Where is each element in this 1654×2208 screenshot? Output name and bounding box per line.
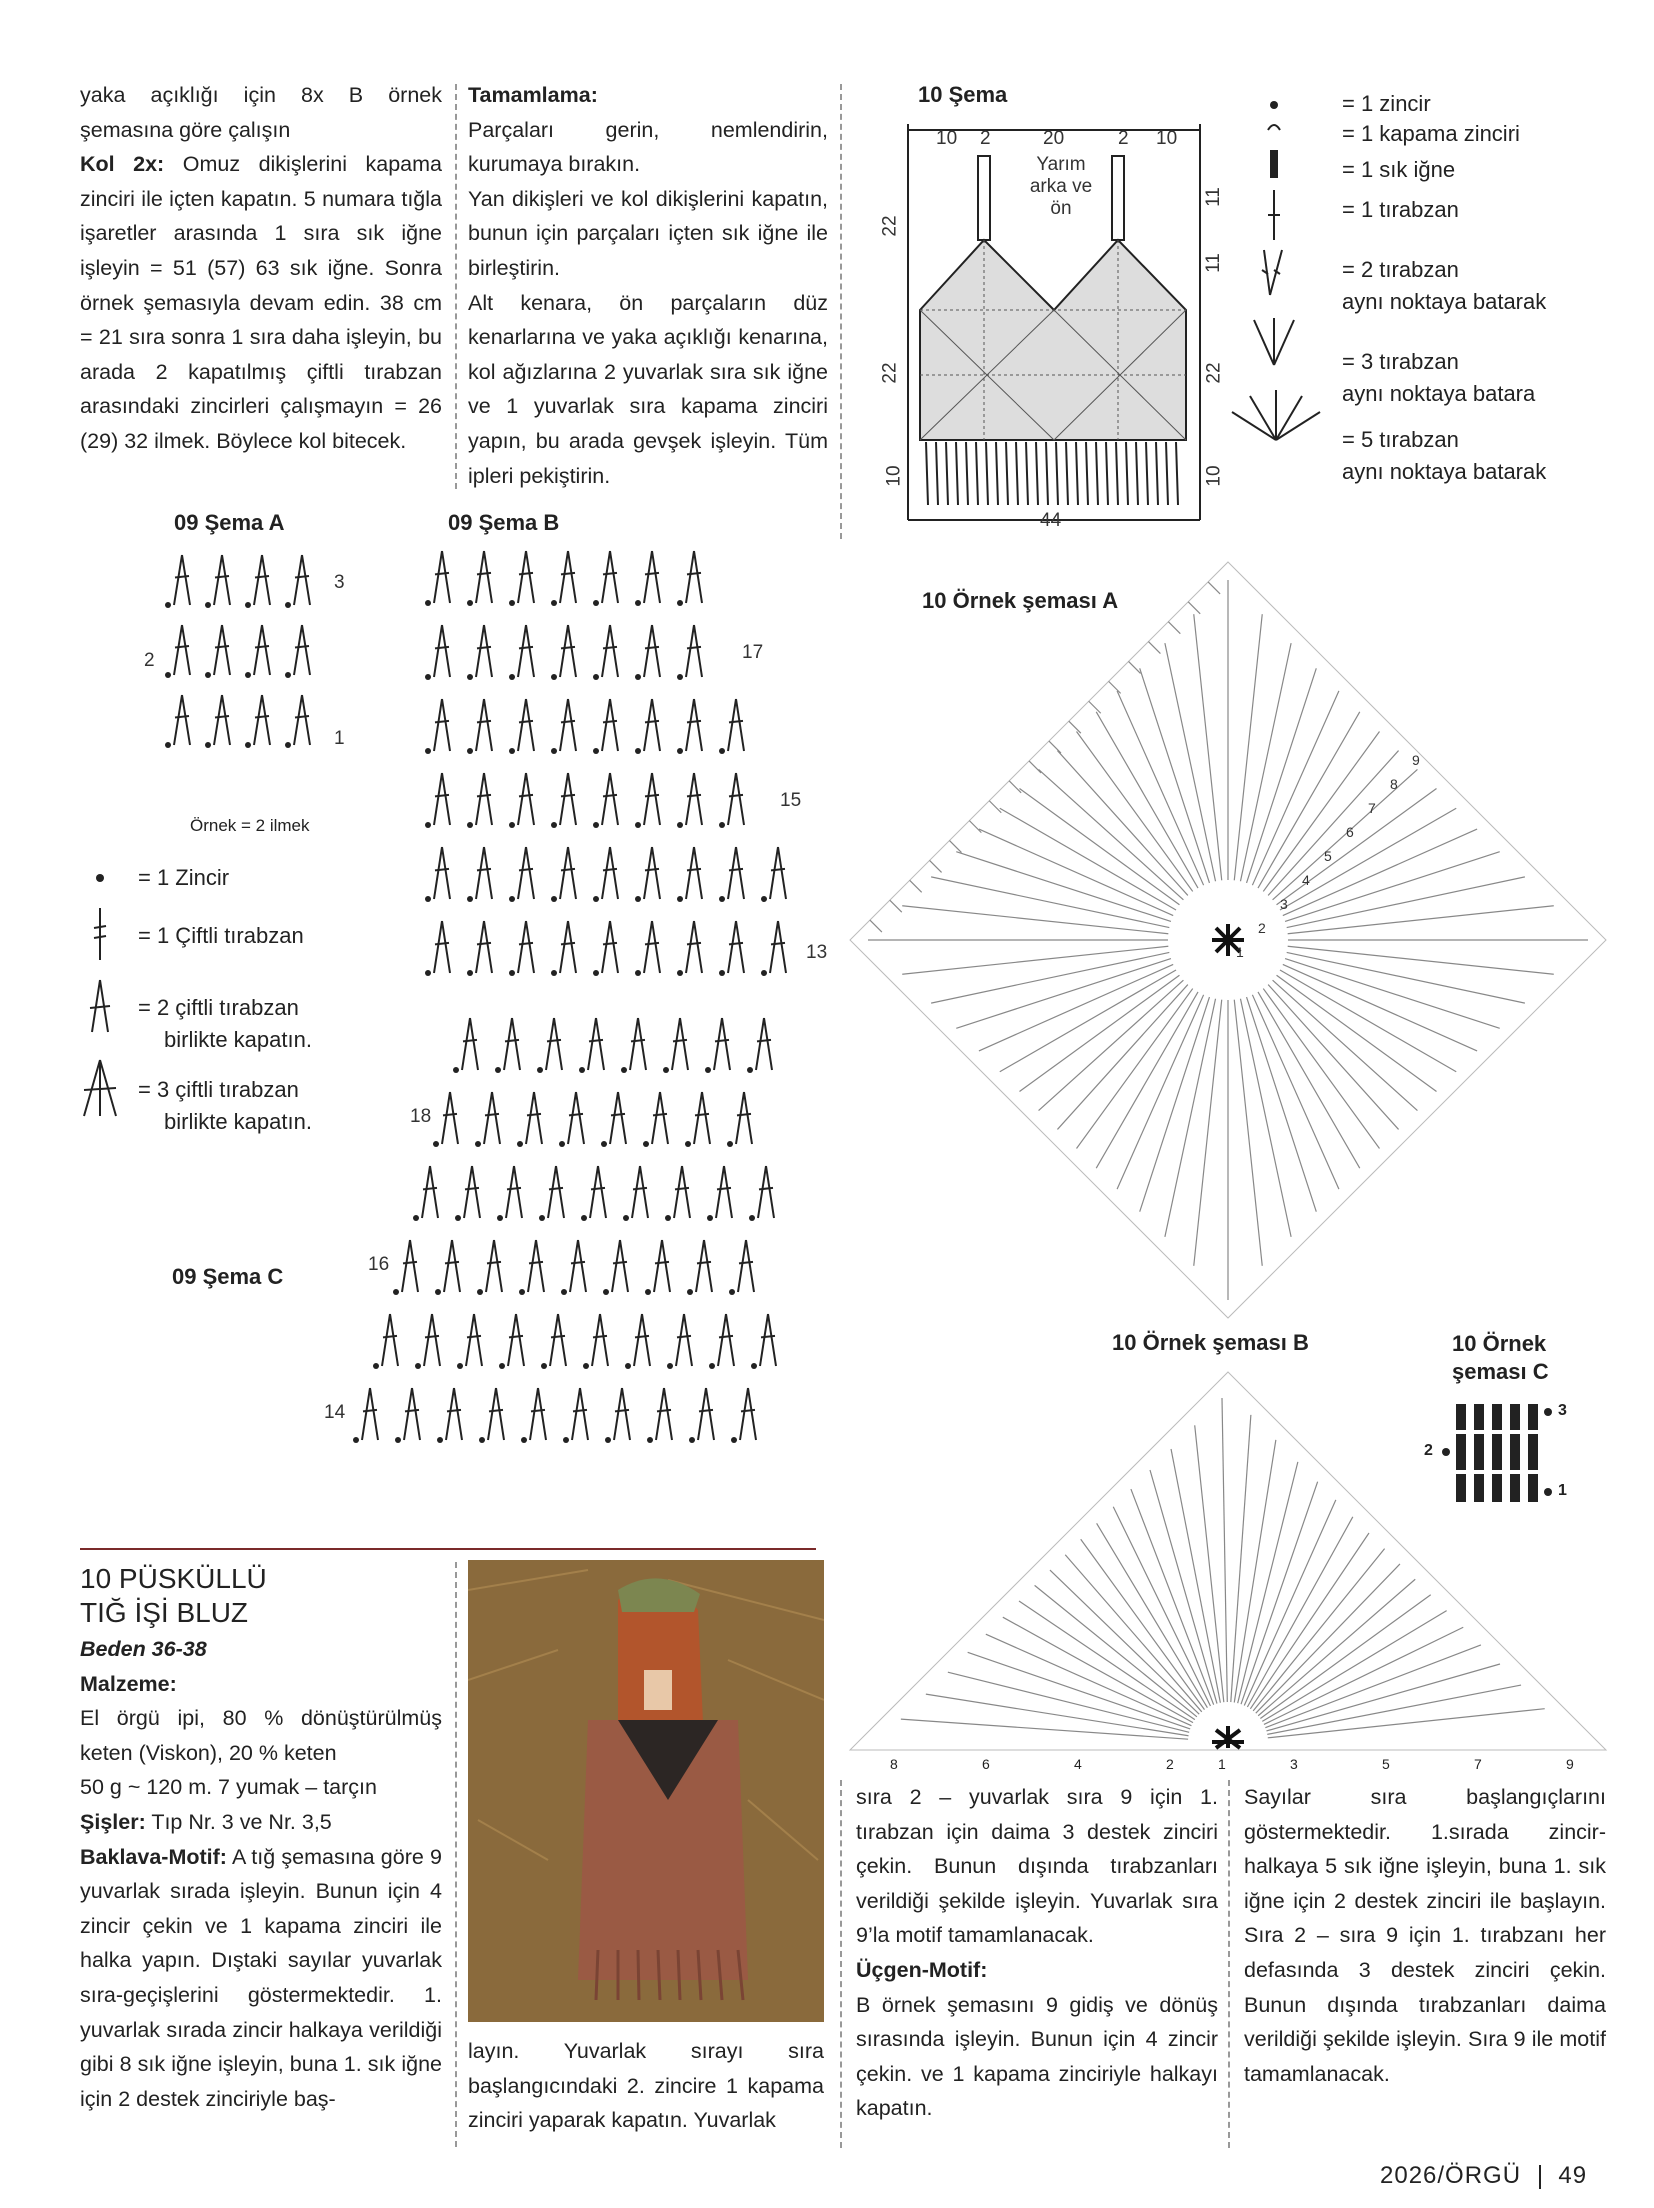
footer xyxy=(1380,2162,1587,2190)
pattern-title-line1: 10 PÜSKÜLLÜ xyxy=(80,1563,267,1594)
legend10-item-2: = 1 kapama zinciri xyxy=(1342,121,1520,146)
col2-paragraph-3: Alt kenara, ön parçaların düz kenarlarına ve yaka açıklığı kenarına, kol ağızlarına 2 yuvarlak sıra sık iğne ve 1 yuvarlak sıra kapama zinciri yapın, bu arada gevşek işleyin. Tüm ipleri pekiştirin. xyxy=(468,290,828,488)
legend10-item-1: = 1 zincir xyxy=(1342,91,1431,116)
schema10-left-measure-3: 10 xyxy=(883,465,905,487)
schema10-title: 10 Şema xyxy=(918,82,1008,107)
ornek-a-round-9: 9 xyxy=(1412,752,1420,768)
double-treble-icon xyxy=(94,908,106,960)
col2-paragraph-1: Parçaları gerin, nemlendirin, kurumaya bırakın. xyxy=(468,117,828,177)
ornek-c-row-2: 2 xyxy=(1424,1442,1433,1459)
col2-top-text xyxy=(468,78,828,493)
legend09-item-4-line2: birlikte kapatın. xyxy=(164,1109,312,1134)
schema10-left-measure-1: 22 xyxy=(879,215,901,237)
pattern-size: Beden 36-38 xyxy=(80,1637,207,1661)
schema09a-note: Örnek = 2 ilmek xyxy=(190,816,310,835)
schema09b-row-13: 13 xyxy=(806,942,828,963)
legend09-item-4-line1: = 3 çiftli tırabzan xyxy=(138,1077,299,1102)
ornek-a-round-1: 1 xyxy=(1236,944,1244,960)
col3-paragraph-2: B örnek şemasını 9 gidiş ve dönüş sırasında işleyin. Bunun için 4 zincir çekin. ve 1 kapama zinciriyle halkayı kapatın. xyxy=(856,1992,1218,2121)
schema09b-row-15: 15 xyxy=(780,790,802,811)
ornek-a-round-5: 5 xyxy=(1324,848,1332,864)
ornek-a-round-2: 2 xyxy=(1258,920,1266,936)
legend10-item-4: = 1 tırabzan xyxy=(1342,197,1459,222)
schema09c-row-16: 16 xyxy=(368,1254,390,1275)
schema09b-title: 09 Şema B xyxy=(448,510,560,535)
hooks-text: Tıp Nr. 3 ve Nr. 3,5 xyxy=(145,1809,332,1834)
kol-label: Kol 2x: xyxy=(80,152,165,177)
ornek-a-round-3: 3 xyxy=(1280,896,1288,912)
tamamlama-heading: Tamamlama: xyxy=(468,83,598,107)
schema10-right-measure-4: 10 xyxy=(1203,465,1225,487)
ornek-b-row-9: 9 xyxy=(1566,1756,1574,1772)
photo-col-text: layın. Yuvarlak sırayı sıra başlangıcındaki 2. zincire 1 kapama zinciri yaparak kapatın. Yuvarlak xyxy=(468,2039,824,2133)
ornek-c-title: 10 Örnek şeması C xyxy=(1452,1331,1549,1384)
schema09c-row-14: 14 xyxy=(324,1402,346,1423)
schema09a-diagram xyxy=(160,545,340,815)
schema10-top-measure-1: 10 xyxy=(936,128,958,149)
legend10-item-6 xyxy=(1342,346,1535,410)
schema10-top-measure-2: 2 xyxy=(980,128,991,149)
ornek-a-round-8: 8 xyxy=(1390,776,1398,792)
schema10-top-measure-4: 2 xyxy=(1118,128,1129,149)
legend09-item-2: = 1 Çiftli tırabzan xyxy=(138,923,304,948)
ornek-b-row-6: 6 xyxy=(982,1756,990,1772)
legend10-item-5-line2: aynı noktaya batarak xyxy=(1342,289,1547,314)
ornek-b-row-4: 4 xyxy=(1074,1756,1082,1772)
chain-dot-icon xyxy=(1270,101,1278,109)
schema09a-title: 09 Şema A xyxy=(174,510,285,535)
schema09a-row-1: 1 xyxy=(334,728,345,749)
schema10-top-measure-5: 10 xyxy=(1156,128,1178,149)
ornek-b-row-2: 2 xyxy=(1166,1756,1174,1772)
ornek-b-row-8: 8 xyxy=(890,1756,898,1772)
pattern-title-line2: TIĞ İŞİ BLUZ xyxy=(80,1597,249,1628)
legend09-item-3-line2: birlikte kapatın. xyxy=(164,1027,312,1052)
schema10-bottom-measure: 44 xyxy=(1040,510,1062,531)
ornek-b-title: 10 Örnek şeması B xyxy=(1112,1330,1309,1355)
ornek-b-row-3: 3 xyxy=(1290,1756,1298,1772)
col1-paragraph-1: yaka açıklığı için 8x B örnek şemasına göre çalışın xyxy=(80,83,442,142)
ornek-b-center xyxy=(1212,1726,1244,1748)
ornek-a-diagram xyxy=(848,560,1608,1320)
ornek-b-row-7: 7 xyxy=(1474,1756,1482,1772)
schema09a-row-2: 2 xyxy=(144,650,155,671)
schema09b-diagram xyxy=(420,545,800,1025)
schema10-right-measure-2: 11 xyxy=(1202,253,1224,273)
schema10-fringe xyxy=(926,442,1178,505)
material-text: El örgü ipi, 80 % dönüştürülmüş keten (Viskon), 20 % keten xyxy=(80,1706,442,1765)
ornek-a-round-labels xyxy=(1236,744,1436,960)
dc3-same-point-icon xyxy=(1254,318,1294,365)
schema10-right-measure-1: 11 xyxy=(1202,187,1224,207)
col2-paragraph-2: Yan dikişleri ve kol dikişlerini kapatın, bunun için parçaları içten sık iğne ile birleştirin. xyxy=(468,186,828,280)
schema10-left-measure-2: 22 xyxy=(879,362,901,384)
pattern-text xyxy=(80,1632,442,2116)
col1-paragraph-2 xyxy=(80,147,442,458)
double-crochet-icon xyxy=(1268,190,1280,240)
legend10-item-7-line2: aynı noktaya batarak xyxy=(1342,459,1547,484)
ornek-c-diagram xyxy=(1440,1398,1560,1508)
dtr3-together-icon xyxy=(84,1060,116,1116)
slip-stitch-icon xyxy=(1268,125,1280,130)
schema09c-row-18: 18 xyxy=(410,1106,432,1127)
ornek-b-row-1: 1 xyxy=(1218,1756,1226,1772)
dc2-same-point-icon xyxy=(1262,250,1282,295)
legend10-item-5 xyxy=(1342,254,1546,318)
col4-paragraph-1: Sayılar sıra başlangıçlarını göstermektedir. 1.sırada zincir-halkaya 5 sık iğne işleyin, buna 1. sık iğne için 2 destek zinciri ile başlayın. Sıra 2 – sıra 9 için 1. tırabzanı her defasında 3 destek zinciri çekin. Bunun dışında tırabzanları daima verildiği şekilde işleyin. Sıra 9 ile motif tamamlanacak. xyxy=(1244,1785,1606,2086)
ornek-a-round-6: 6 xyxy=(1346,824,1354,840)
schema10-body xyxy=(920,240,1186,440)
magazine-name: 2026/ÖRGÜ xyxy=(1380,2162,1522,2189)
ornek-b-row-labels xyxy=(880,1756,1600,1776)
schema09b-row-17: 17 xyxy=(742,642,764,663)
schema10-right-measure-3: 22 xyxy=(1203,362,1225,384)
motif-text: A tığ şemasına göre 9 yuvarlak sırada işleyin. Bunun için 4 zincir çekin ve 1 kapama zinciri ile halka yapın. Dıştaki sayılar yuvarlak sıra-geçişlerini göstermektedir. 1. yuvarlak sırada zincir halkaya verildiği gibi 8 sık iğne işleyin, buna 1. sık iğne için 2 destek zinciriyle baş- xyxy=(80,1844,442,2111)
pattern-title xyxy=(80,1562,267,1630)
schema09c-title: 09 Şema C xyxy=(172,1264,284,1289)
legend10-symbols xyxy=(1230,90,1330,510)
legend09-symbols xyxy=(78,860,138,1120)
hooks-line xyxy=(80,1805,442,1840)
col4-bottom-text xyxy=(1244,1780,1606,2091)
dc5-same-point-icon xyxy=(1232,390,1320,440)
motif-line xyxy=(80,1840,442,2117)
col1-top-text xyxy=(80,78,442,459)
motif-label: Baklava-Motif: xyxy=(80,1844,227,1869)
section-divider xyxy=(80,1548,816,1550)
legend10-item-7 xyxy=(1342,424,1546,488)
legend10-item-3: = 1 sık iğne xyxy=(1342,157,1456,182)
legend09-item-4 xyxy=(138,1074,312,1138)
schema09a-row-3: 3 xyxy=(334,572,345,593)
legend10-item-6-line1: = 3 tırabzan xyxy=(1342,349,1459,374)
page-number: 49 xyxy=(1558,2162,1588,2189)
material-label: Malzeme: xyxy=(80,1671,177,1696)
col3-bottom-text xyxy=(856,1780,1218,2126)
legend09-item-1: = 1 Zincir xyxy=(138,865,230,890)
ornek-c-row-1: 1 xyxy=(1558,1482,1567,1499)
legend09-item-3 xyxy=(138,992,312,1056)
dtr2-together-icon xyxy=(90,980,110,1032)
yarn-text: 50 g ~ 120 m. 7 yumak – tarçın xyxy=(80,1775,377,1800)
single-crochet-icon xyxy=(1270,150,1278,178)
ornek-a-round-4: 4 xyxy=(1302,872,1310,888)
hooks-label: Şişler: xyxy=(80,1809,146,1834)
schema09c-diagram xyxy=(350,1000,810,1520)
ornek-a-round-7: 7 xyxy=(1368,800,1376,816)
legend09-item-3-line1: = 2 çiftli tırabzan xyxy=(138,995,299,1020)
ucgen-heading: Üçgen-Motif: xyxy=(856,1957,988,1982)
legend10-item-5-line1: = 2 tırabzan xyxy=(1342,257,1459,282)
legend10-item-6-line2: aynı noktaya batara xyxy=(1342,381,1536,406)
col3-paragraph-1: sıra 2 – yuvarlak sıra 9 için 1. tırabzan için daima 3 destek zinciri çekin. Bunun dışında tırabzanları verildiği şekilde işleyin. Yuvarlak sıra 9’la motif tamamlanacak. xyxy=(856,1785,1218,1948)
schema10-center-label: Yarım arka ve ön xyxy=(1029,154,1093,219)
ornek-b-row-5: 5 xyxy=(1382,1756,1390,1772)
ornek-c-row-3: 3 xyxy=(1558,1402,1567,1419)
model-photo xyxy=(468,1560,824,2022)
chain-dot-icon xyxy=(96,874,104,882)
ornek-a-title: 10 Örnek şeması A xyxy=(922,588,1119,613)
legend10-item-7-line1: = 5 tırabzan xyxy=(1342,427,1459,452)
schema10-top-measure-3: 20 xyxy=(1043,128,1065,149)
kol-text: Omuz dikişlerini kapama zinciri ile içten kapatın. 5 numara tığla işaretler arasında 1 sıra sık iğne işleyin = 51 (57) 63 sık iğne. Sonra örnek şemasıyla devam edin. 38 cm = 21 sıra sonra 1 sıra daha işleyin, bu arada 2 kapatılmış çiftli tırabzan arasındaki zincirleri çalışmayın = 26 (29) 32 ilmek. Böylece kol bitecek. xyxy=(80,152,442,453)
